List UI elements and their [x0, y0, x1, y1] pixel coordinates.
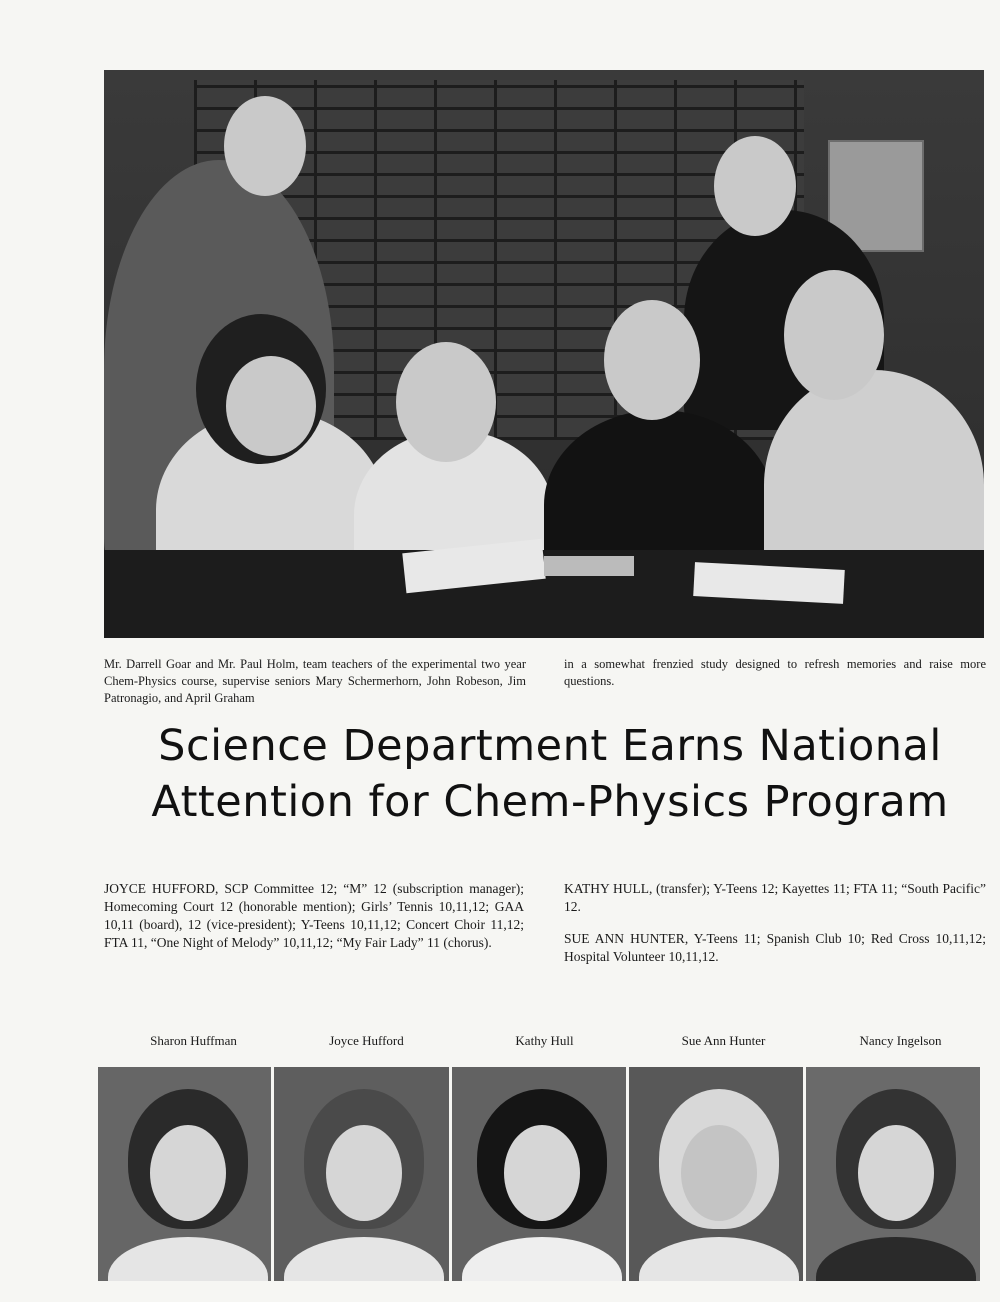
- portrait-photo: [806, 1067, 980, 1281]
- photo-caption-left: Mr. Darrell Goar and Mr. Paul Holm, team teachers of the experimental two year Chem-Physics course, supervise seniors Mary Schermerhorn, John Robeson, Jim Patronagio, and April Graham: [104, 657, 526, 705]
- portrait-photo: [274, 1067, 449, 1281]
- bio-sue-ann-hunter: SUE ANN HUNTER, Y-Teens 11; Spanish Club 10; Red Cross 10,11,12; Hospital Volunteer 10,11,12.: [564, 931, 986, 964]
- portrait-face: [681, 1125, 757, 1221]
- teacher-left-head: [224, 96, 306, 196]
- portrait-name: Sharon Huffman: [150, 1033, 237, 1048]
- portrait-face: [858, 1125, 934, 1221]
- student-1-face: [226, 356, 316, 456]
- portrait-face: [150, 1125, 226, 1221]
- student-4-head: [784, 270, 884, 400]
- portrait-name: Nancy Ingelson: [859, 1033, 942, 1048]
- bio-kathy-hull: KATHY HULL, (transfer); Y-Teens 12; Kayettes 11; FTA 11; “South Pacific” 12.: [564, 881, 986, 914]
- bio-column-right: [564, 880, 986, 980]
- portrait-sweater: [462, 1237, 622, 1281]
- paper-3: [544, 556, 634, 576]
- portrait-name: Kathy Hull: [515, 1033, 574, 1048]
- portrait-sweater: [284, 1237, 444, 1281]
- page-headline: [100, 718, 1000, 830]
- portrait-sweater: [108, 1237, 268, 1281]
- portrait-photo: [452, 1067, 626, 1281]
- teacher-right-head: [714, 136, 796, 236]
- student-3-head: [604, 300, 700, 420]
- headline-line-2: Attention for Chem-Physics Program: [151, 777, 949, 827]
- student-2-head: [396, 342, 496, 462]
- portrait-name: Sue Ann Hunter: [681, 1033, 766, 1048]
- portrait-photo: [629, 1067, 803, 1281]
- portrait-face: [326, 1125, 402, 1221]
- portrait-sweater: [639, 1237, 799, 1281]
- portrait-photo: [98, 1067, 271, 1281]
- group-photo: [104, 70, 984, 638]
- portrait-name: Joyce Hufford: [329, 1033, 404, 1048]
- bio-joyce-hufford: JOYCE HUFFORD, SCP Committee 12; “M” 12 (subscription manager); Homecoming Court 12 (honorable mention); Girls’ Tennis 10,11,12; GAA 10,11 (board), 12 (vice-president); Y-Teens 10,11,12; Concert Choir 11,12; FTA 11, “One Night of Melody” 10,11,12; “My Fair Lady” 11 (chorus).: [104, 881, 524, 950]
- headline-line-1: Science Department Earns National: [158, 721, 942, 771]
- portrait-face: [504, 1125, 580, 1221]
- bio-column-left: [104, 880, 524, 966]
- photo-caption-right: in a somewhat frenzied study designed to refresh memories and raise more questions.: [564, 657, 986, 688]
- portrait-sweater: [816, 1237, 976, 1281]
